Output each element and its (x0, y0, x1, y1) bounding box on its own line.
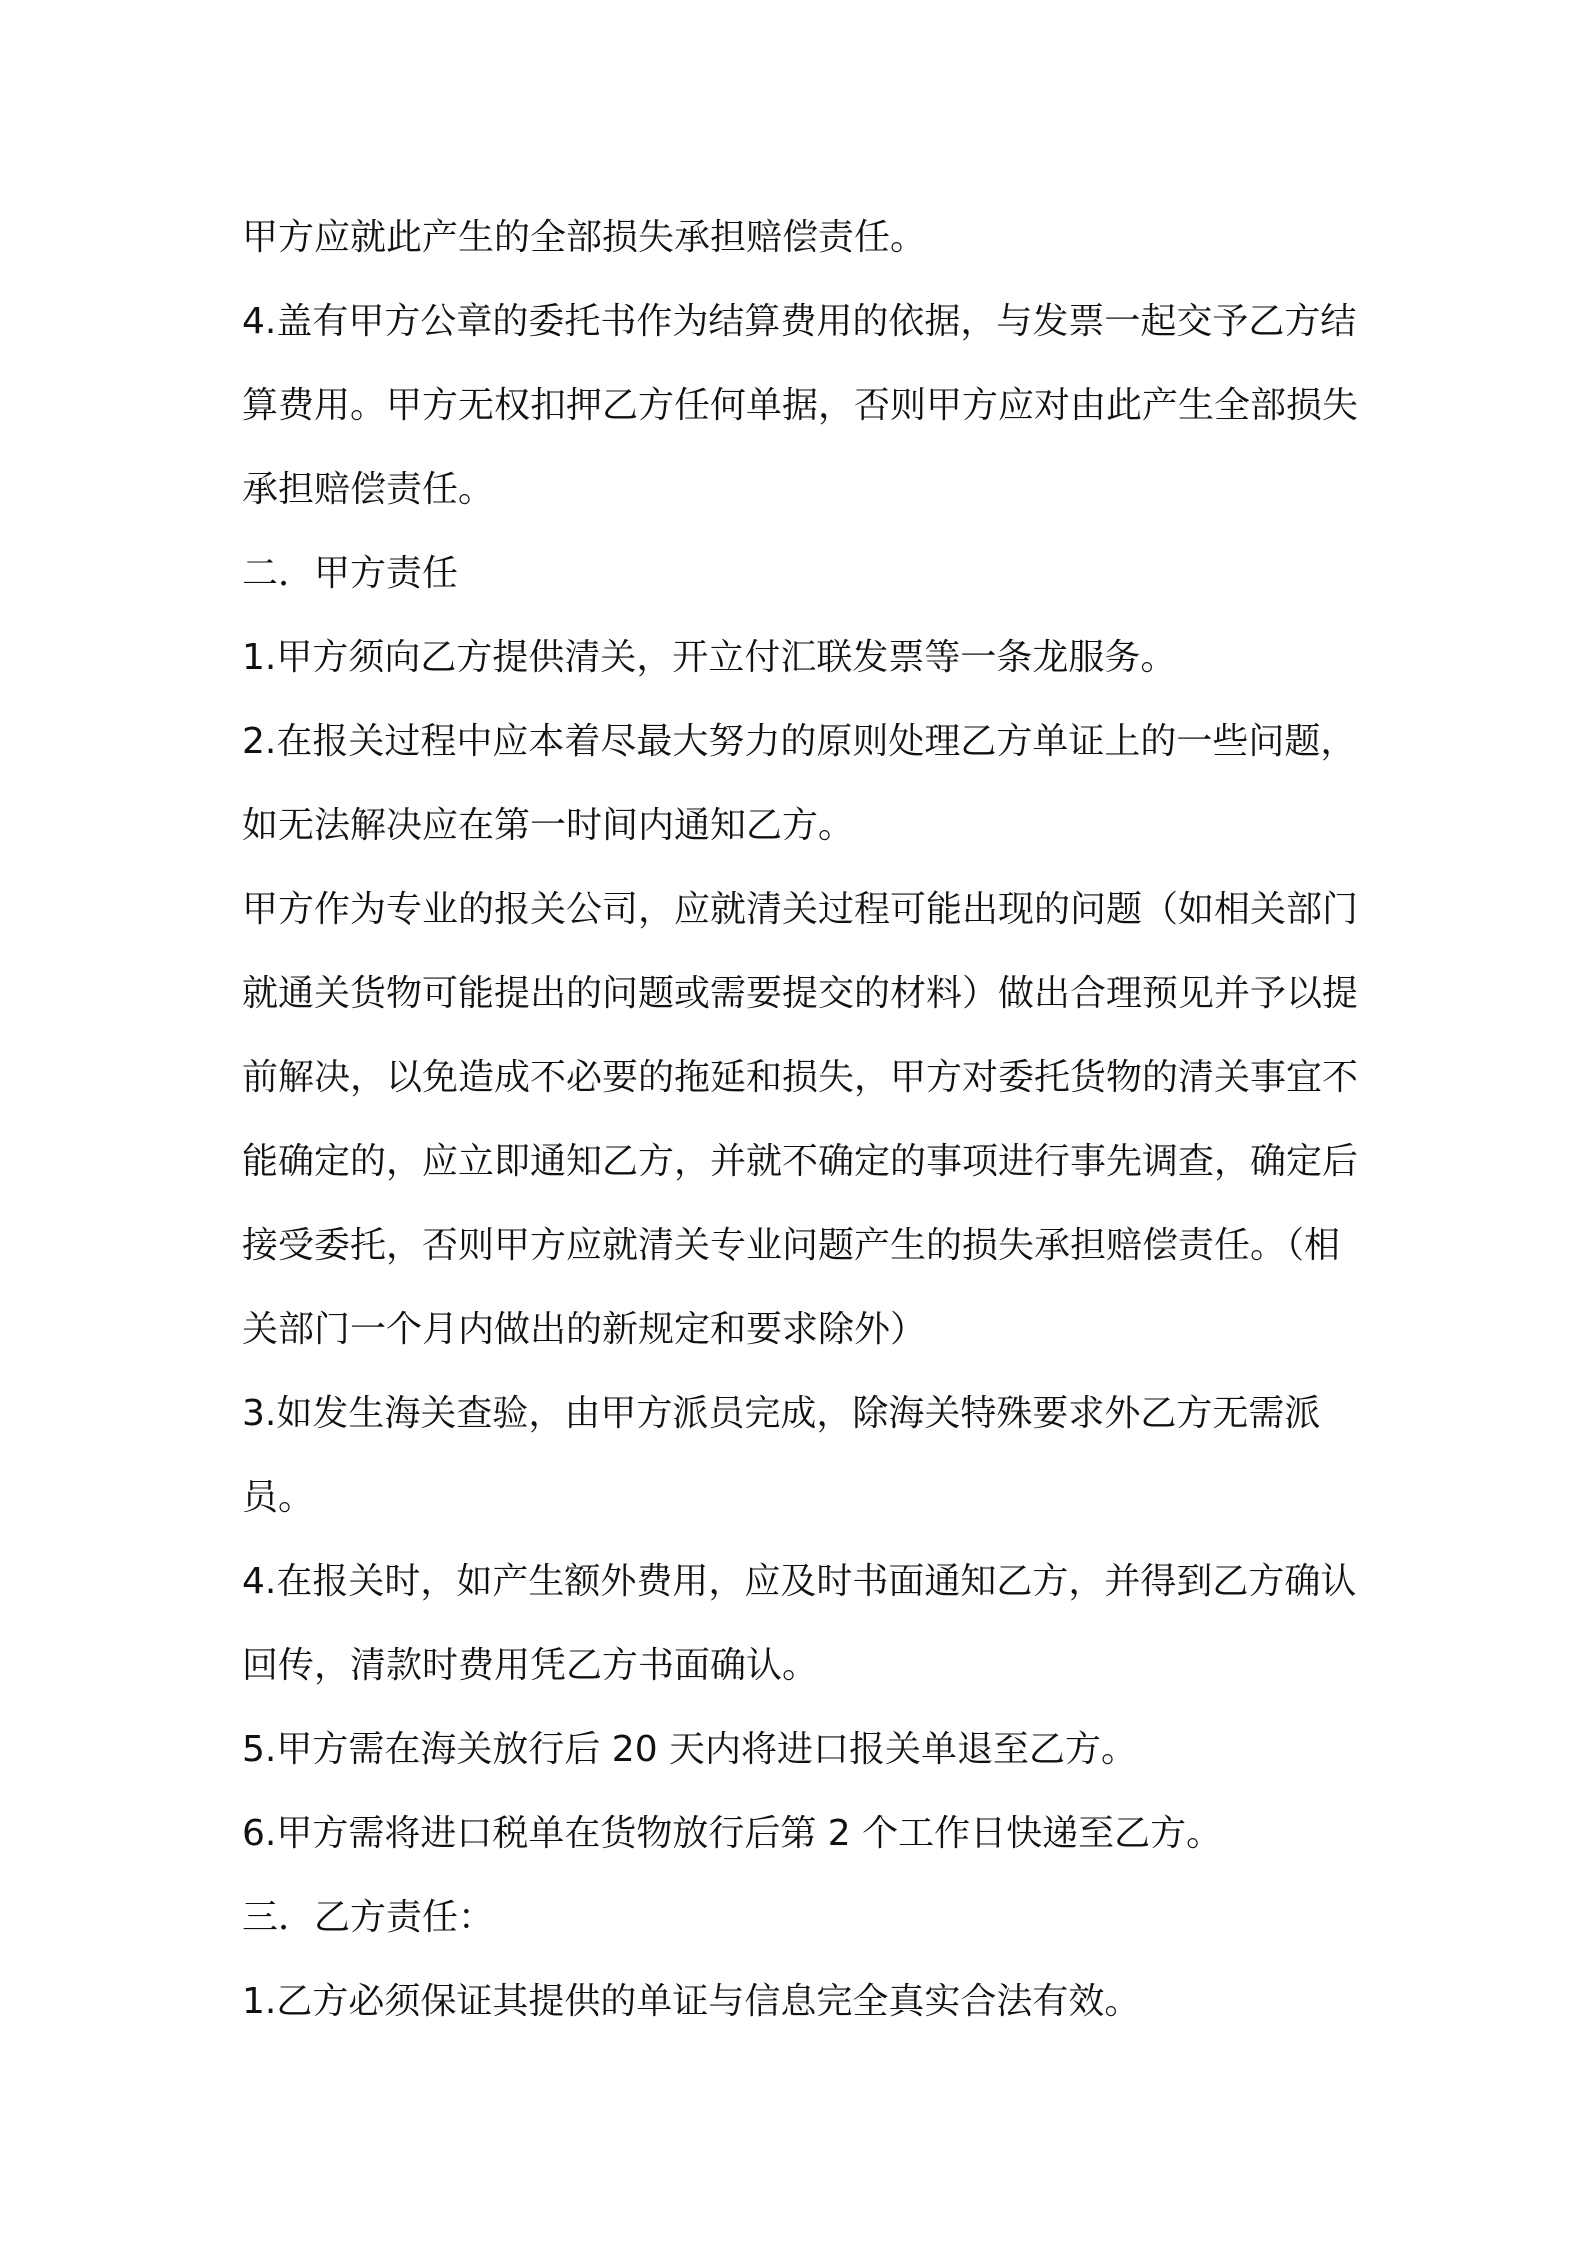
paragraph-settlement-clause: 4.盖有甲方公章的委托书作为结算费用的依据，与发票一起交予乙方结算费用。甲方无权扣押乙方任何单据，否则甲方应对由此产生全部损失承担赔偿责任。 (242, 301, 1359, 510)
paragraph-party-a-professional: 甲方作为专业的报关公司，应就清关过程可能出现的问题（如相关部门就通关货物可能提出的问题或需要提交的材料）做出合理预见并予以提前解决，以免造成不必要的拖延和损失，甲方对委托货物的清关事宜不能确定的，应立即通知乙方，并就不确定的事项进行事先调查，确定后接受委托，否则甲方应就清关专业问题产生的损失承担赔偿责任。（相关部门一个月内做出的新规定和要求除外） (242, 889, 1359, 1350)
paragraph-liability-continued: 甲方应就此产生的全部损失承担赔偿责任。 (242, 217, 927, 258)
section-heading-party-b: 三．乙方责任： (242, 1897, 495, 1938)
paragraph-party-a-item-4: 4.在报关时，如产生额外费用，应及时书面通知乙方，并得到乙方确认回传，清款时费用凭乙方书面确认。 (242, 1561, 1357, 1686)
document-body (242, 196, 1362, 2044)
paragraph-party-a-item-6: 6.甲方需将进口税单在货物放行后第 2 个工作日快递至乙方。 (242, 1813, 1223, 1854)
section-heading-party-a: 二．甲方责任 (242, 553, 459, 594)
paragraph-party-a-item-1: 1.甲方须向乙方提供清关，开立付汇联发票等一条龙服务。 (242, 637, 1177, 678)
paragraph-party-a-item-2: 2.在报关过程中应本着尽最大努力的原则处理乙方单证上的一些问题，如无法解决应在第一时间内通知乙方。 (242, 721, 1357, 846)
paragraph-party-b-item-1: 1.乙方必须保证其提供的单证与信息完全真实合法有效。 (242, 1981, 1141, 2022)
paragraph-party-a-item-5: 5.甲方需在海关放行后 20 天内将进口报关单退至乙方。 (242, 1729, 1138, 1770)
paragraph-party-a-item-3: 3.如发生海关查验，由甲方派员完成，除海关特殊要求外乙方无需派员。 (242, 1393, 1321, 1518)
